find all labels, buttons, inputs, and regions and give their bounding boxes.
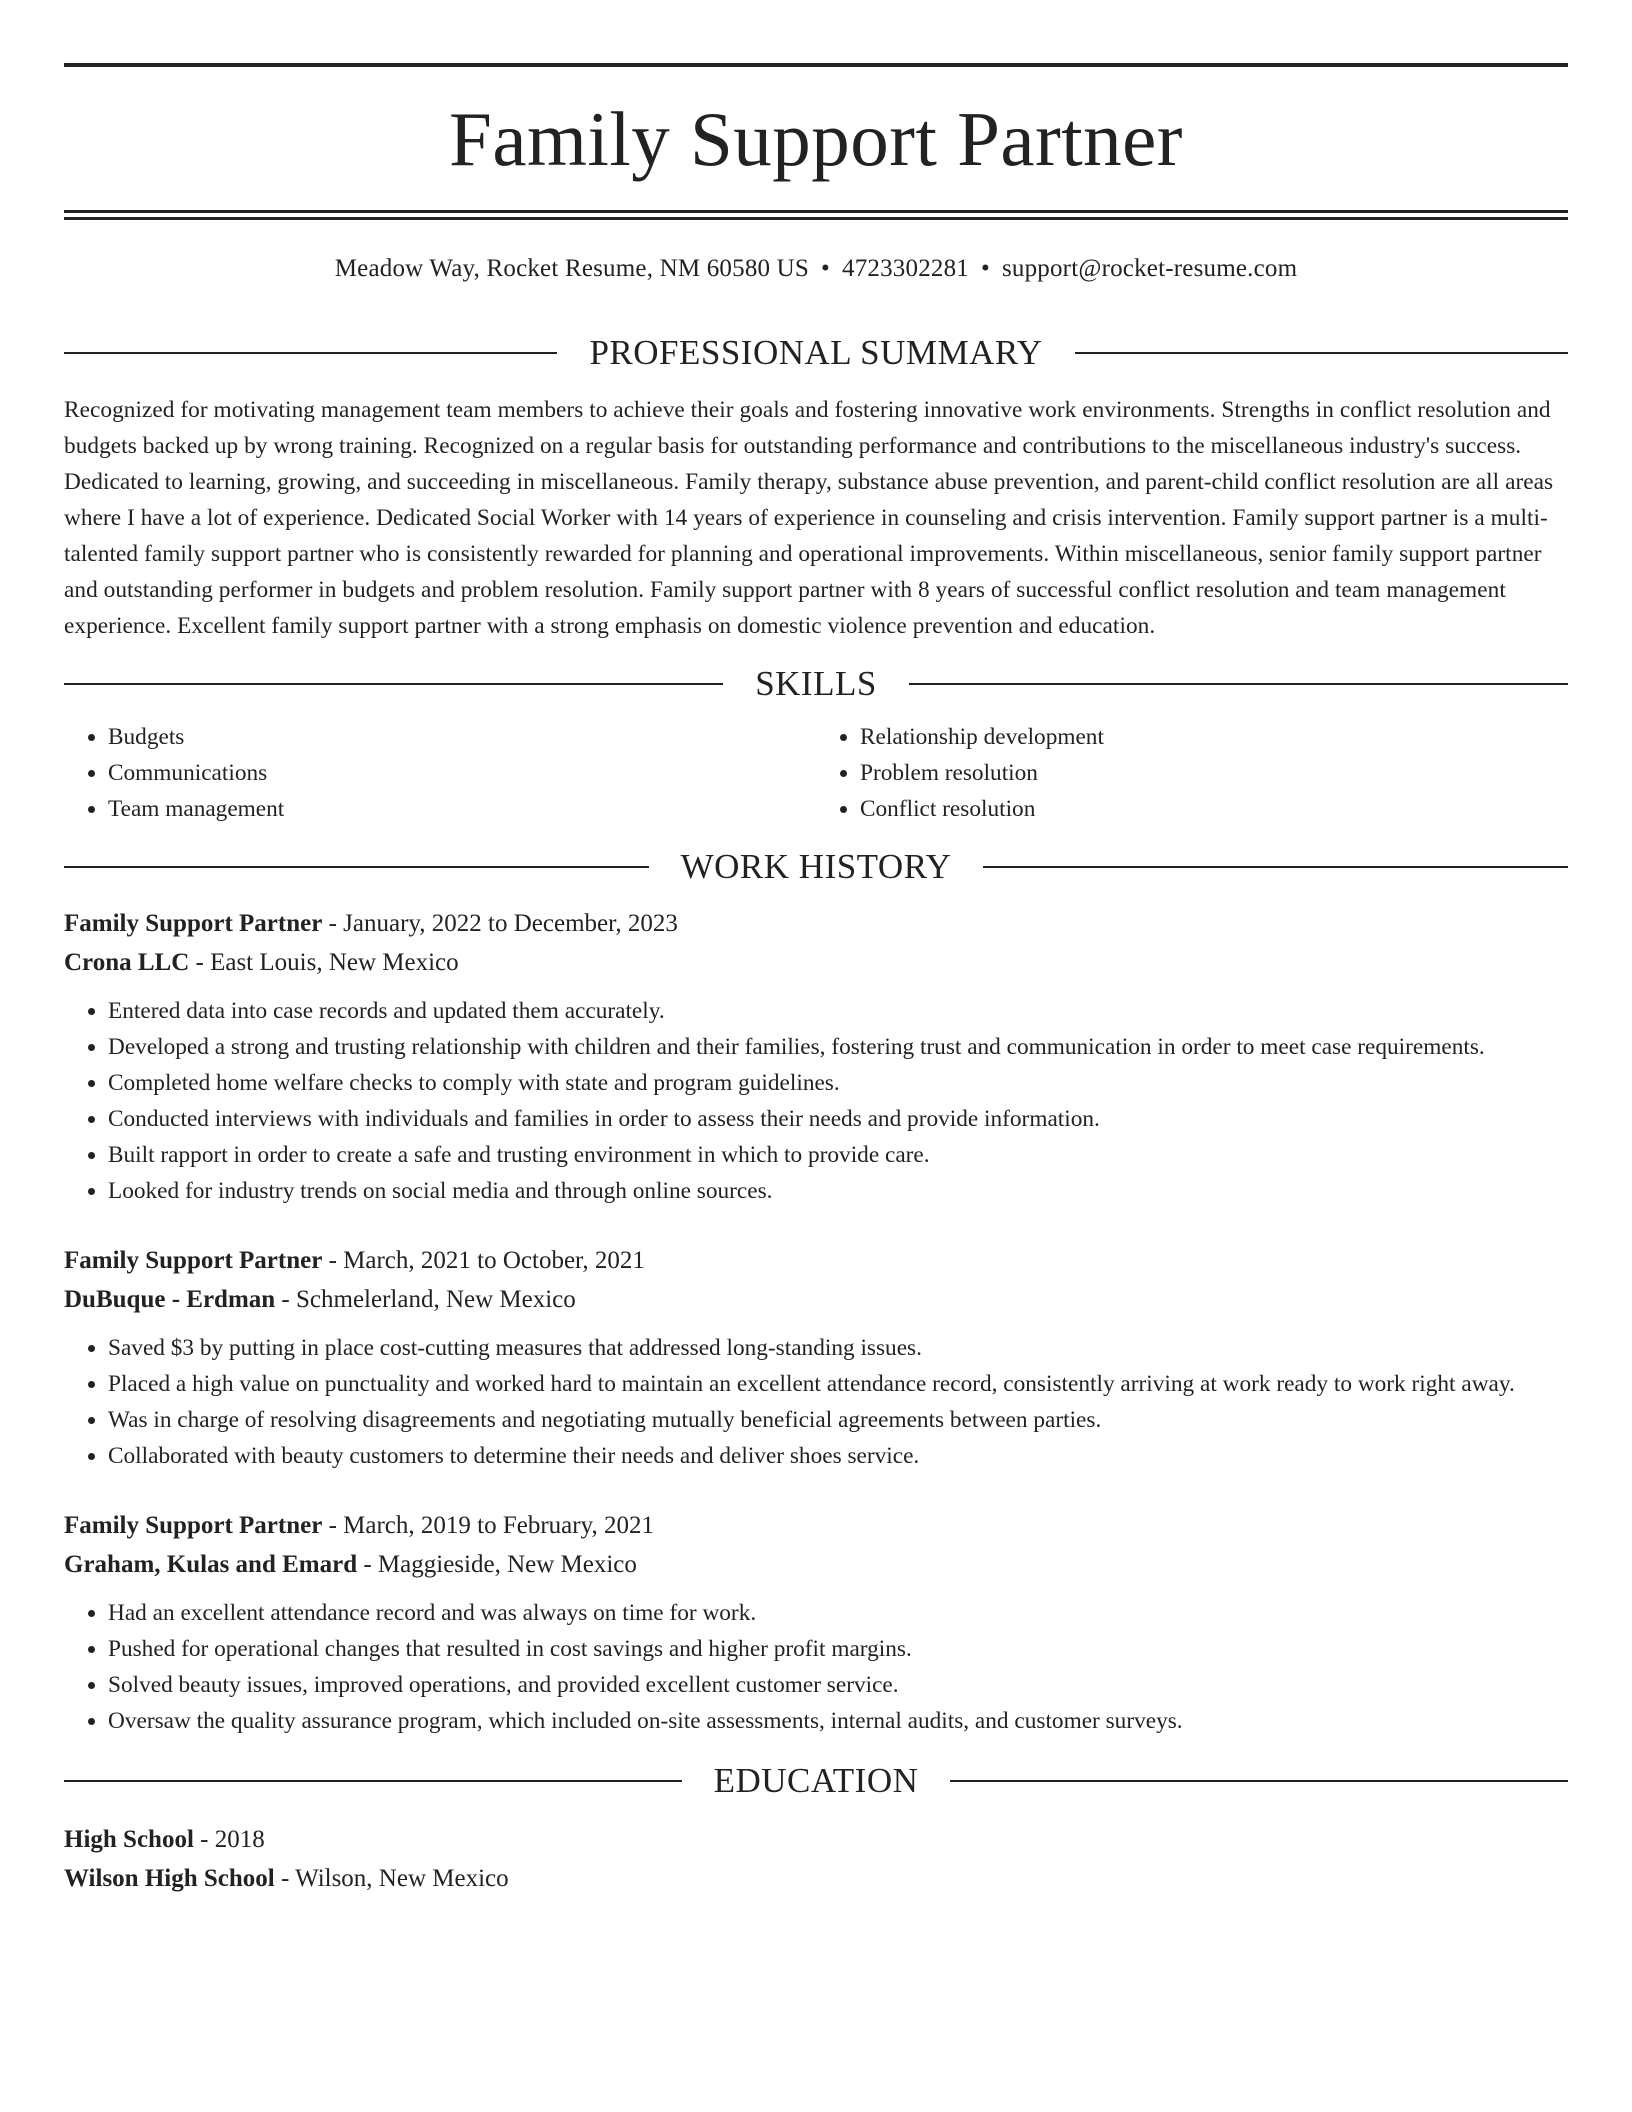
- contact-separator: •: [821, 255, 830, 282]
- skill-item: • Communications: [108, 755, 816, 791]
- top-rule: [64, 63, 1568, 67]
- job-entry: [64, 1506, 1568, 1739]
- heading-rule-left: [64, 1780, 682, 1782]
- skill-item: • Budgets: [108, 719, 816, 755]
- skills-column-right: [816, 719, 1568, 827]
- heading-rule-right: [909, 683, 1568, 685]
- job-bullet: • Developed a strong and trusting relationship with children and their families, fostering trust and communication in order to meet case requirements.: [108, 1029, 1568, 1065]
- heading-rule-right: [950, 1780, 1568, 1782]
- job-company: DuBuque - Erdman: [64, 1286, 276, 1313]
- skill-item: • Conflict resolution: [860, 791, 1568, 827]
- double-rule: [64, 210, 1568, 220]
- summary-text: Recognized for motivating management team members to achieve their goals and fostering innovative work environments. Strengths in conflict resolution and budgets backed up by wrong training. Recognized on a regular basis for outstanding performance and contributions to the miscellaneous industry's success. Dedicated to learning, growing, and succeeding in miscellaneous. Family therapy, substance abuse prevention, and parent-child conflict resolution are all areas where I have a lot of experience. Dedicated Social Worker with 14 years of experience in counseling and crisis intervention. Family support partner is a multi-talented family support partner who is consistently rewarded for planning and operational improvements. Within miscellaneous, senior family support partner and outstanding performer in budgets and problem resolution. Family support partner with 8 years of successful conflict resolution and team management experience. Excellent family support partner with a strong emphasis on domestic violence prevention and education.: [64, 397, 1554, 639]
- job-company-line: [64, 943, 1568, 982]
- education-degree: High School: [64, 1826, 194, 1853]
- education-school-line: [64, 1859, 1568, 1898]
- job-location: - East Louis, New Mexico: [189, 949, 459, 976]
- job-company: Graham, Kulas and Emard: [64, 1551, 358, 1578]
- education-heading-text: EDUCATION: [713, 1761, 919, 1800]
- job-bullet: • Entered data into case records and updated them accurately.: [108, 993, 1568, 1029]
- heading-rule-left: [64, 866, 649, 868]
- job-title: Family Support Partner: [64, 1247, 323, 1274]
- job-entry: [64, 904, 1568, 1209]
- job-bullets: [64, 1595, 1568, 1739]
- job-location: - Schmelerland, New Mexico: [275, 1286, 576, 1313]
- education-entry: [64, 1820, 1568, 1898]
- contact-separator: •: [981, 255, 990, 282]
- job-dates: - January, 2022 to December, 2023: [322, 910, 678, 937]
- job-bullet: • Solved beauty issues, improved operations, and provided excellent customer service.: [108, 1667, 1568, 1703]
- heading-rule-left: [64, 683, 723, 685]
- job-company-line: [64, 1545, 1568, 1584]
- job-bullets: [64, 1330, 1568, 1474]
- heading-rule-left: [64, 352, 557, 354]
- education-heading: [64, 1763, 1568, 1798]
- job-entry: [64, 1241, 1568, 1474]
- job-bullets: [64, 993, 1568, 1209]
- resume-name: Family Support Partner: [449, 96, 1183, 182]
- education-school: Wilson High School: [64, 1865, 275, 1892]
- job-bullet: • Pushed for operational changes that resulted in cost savings and higher profit margins.: [108, 1631, 1568, 1667]
- job-bullet: • Completed home welfare checks to comply with state and program guidelines.: [108, 1065, 1568, 1101]
- job-bullet: • Conducted interviews with individuals and families in order to assess their needs and provide information.: [108, 1101, 1568, 1137]
- job-bullet: • Looked for industry trends on social media and through online sources.: [108, 1173, 1568, 1209]
- job-bullet: • Was in charge of resolving disagreements and negotiating mutually beneficial agreements between parties.: [108, 1402, 1568, 1438]
- work-heading-text: WORK HISTORY: [680, 847, 952, 886]
- contact-email: support@rocket-resume.com: [1001, 255, 1298, 282]
- summary-heading-text: PROFESSIONAL SUMMARY: [589, 333, 1043, 372]
- work-heading: [64, 849, 1568, 884]
- job-dates: - March, 2019 to February, 2021: [322, 1512, 654, 1539]
- contact-address: Meadow Way, Rocket Resume, NM 60580 US: [334, 255, 810, 282]
- skills-column-left: [64, 719, 816, 827]
- job-bullet: • Placed a high value on punctuality and worked hard to maintain an excellent attendance record, consistently arriving at work ready to work right away.: [108, 1366, 1568, 1402]
- job-company-line: [64, 1280, 1568, 1319]
- job-location: - Maggieside, New Mexico: [357, 1551, 637, 1578]
- education-location: - Wilson, New Mexico: [274, 1865, 509, 1892]
- contact-line: [64, 256, 1568, 281]
- skills-heading: [64, 666, 1568, 701]
- skills-list: [64, 719, 1568, 827]
- summary-heading: [64, 335, 1568, 370]
- job-bullet: • Oversaw the quality assurance program, which included on-site assessments, internal audits, and customer surveys.: [108, 1703, 1568, 1739]
- contact-phone: 4723302281: [842, 255, 969, 282]
- education-year: - 2018: [193, 1826, 265, 1853]
- job-bullet: • Had an excellent attendance record and was always on time for work.: [108, 1595, 1568, 1631]
- education-degree-line: [64, 1820, 1568, 1859]
- job-bullet: • Collaborated with beauty customers to determine their needs and deliver shoes service.: [108, 1438, 1568, 1474]
- job-bullet: • Saved $3 by putting in place cost-cutting measures that addressed long-standing issues.: [108, 1330, 1568, 1366]
- skill-item: • Team management: [108, 791, 816, 827]
- skill-item: • Relationship development: [860, 719, 1568, 755]
- heading-rule-right: [983, 866, 1568, 868]
- job-bullet: • Built rapport in order to create a safe and trusting environment in which to provide care.: [108, 1137, 1568, 1173]
- job-title-line: [64, 1241, 1568, 1280]
- job-dates: - March, 2021 to October, 2021: [322, 1247, 645, 1274]
- heading-rule-right: [1075, 352, 1568, 354]
- skills-heading-text: SKILLS: [755, 664, 877, 703]
- job-title: Family Support Partner: [64, 910, 323, 937]
- job-title: Family Support Partner: [64, 1512, 323, 1539]
- job-company: Crona LLC: [64, 949, 190, 976]
- job-title-line: [64, 904, 1568, 943]
- job-title-line: [64, 1506, 1568, 1545]
- skill-item: • Problem resolution: [860, 755, 1568, 791]
